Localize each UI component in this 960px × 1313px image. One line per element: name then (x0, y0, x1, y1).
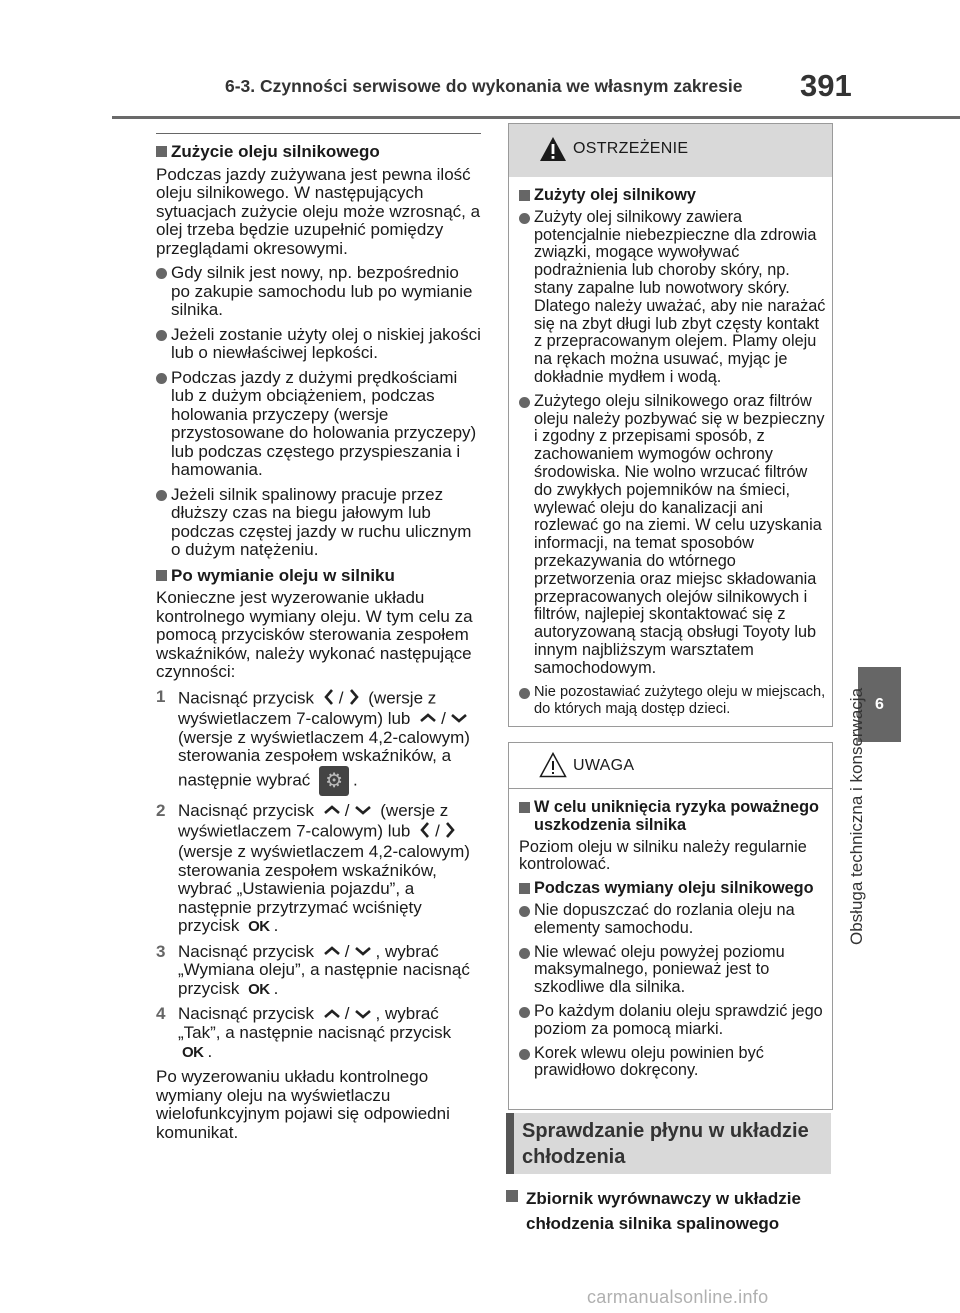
section-title: Sprawdzanie płynu w układzie chłodzenia (522, 1120, 809, 1168)
caution-triangle-icon (539, 752, 567, 783)
square-bullet-icon (156, 146, 167, 157)
list-item: Jeżeli silnik spalinowy pracuje przez dłuższy czas na biegu jałowym lub podczas częstej jazdy w ruchu ulicznym o dużym natężeniu. (156, 486, 481, 560)
circle-bullet-icon (156, 268, 167, 279)
warning-header (509, 124, 832, 177)
gear-icon: ⚙ (319, 766, 349, 796)
circle-bullet-icon (519, 1007, 530, 1018)
circle-bullet-icon (519, 397, 530, 408)
header-rule (112, 116, 960, 119)
chevron-down-icon (450, 710, 468, 729)
chevron-up-icon (323, 802, 341, 821)
circle-bullet-icon (519, 688, 530, 699)
circle-bullet-icon (156, 490, 167, 501)
list-item: Nie wlewać oleju powyżej poziomu maksymalnego, ponieważ jest to szkodliwe dla silnika. (519, 944, 826, 997)
square-bullet-icon (519, 883, 530, 894)
list-item: Gdy silnik jest nowy, np. bezpośrednio po zakupie samochodu lub po wymianie silnika. (156, 264, 481, 320)
after-change-outro: Po wyzerowaniu układu kontrolnego wymiany oleju na wyświetlaczu wielofunkcyjnym pojawi się odpowiedni komunikat. (156, 1067, 450, 1142)
left-column (156, 133, 481, 1148)
caution-body (509, 789, 832, 1080)
list-item: Korek wlewu oleju powinien być prawidłowo dokręcony. (519, 1045, 826, 1081)
square-bullet-icon (156, 570, 167, 581)
list-item: Nie pozostawiać zużytego oleju w miejscach, do których mają dostęp dzieci. (519, 684, 826, 720)
caution-header (509, 743, 832, 789)
step-3: 3 Nacisnąć przycisk / , wybrać „Wymiana oleju”, a następnie nacisnąć przycisk OK . (156, 941, 470, 998)
chevron-down-icon (354, 802, 372, 821)
step-4: 4 Nacisnąć przycisk / , wybrać „Tak”, a następnie nacisnąć przycisk OK . (156, 1004, 452, 1061)
subheading-coolant-reservoir: Zbiornik wyrównawczy w układzie chłodzenia silnika spalinowego (506, 1186, 836, 1236)
warning-body (509, 177, 832, 719)
list-item: Podczas jazdy z dużymi prędkościami lub z dużym obciążeniem, podczas holowania przyczepy (wersje przystosowane do holowania przyczepy) lub podczas częstego przyspieszania i hamowania. (156, 369, 481, 480)
step-1: 1 Nacisnąć przycisk / (wersje z wyświetlaczem 7-calowym) lub / (wersje z wyświetlaczem 4,2-calowym) sterowania zespołem wskaźników, a następnie wybrać ⚙ . (156, 688, 481, 796)
list-item: Jeżeli zostanie użyty olej o niskiej jakości lub o niewłaściwej lepkości. (156, 326, 481, 363)
caution-paragraph: Poziom oleju w silniku należy regularnie kontrolować. (519, 837, 807, 874)
step-2: 2 Nacisnąć przycisk / (wersje z wyświetlaczem 7-calowym) lub / (wersje z wyświetlaczem 4,2-calowym) sterowania zespołem wskaźników, wybrać „Ustawienia pojazdu”, a następnie przytrzymać wciśnięty przycisk OK . (156, 800, 470, 936)
chevron-up-icon (419, 710, 437, 729)
list-item: Nie dopuszczać do rozlania oleju na elementy samochodu. (519, 902, 826, 938)
watermark: carmanualsonline.info (587, 1287, 769, 1307)
warning-triangle-icon (539, 136, 567, 167)
list-item: Po każdym dolaniu oleju sprawdzić jego poziom za pomocą miarki. (519, 1003, 826, 1039)
step-number: 2 (156, 800, 166, 820)
chevron-left-icon (323, 688, 335, 711)
chevron-up-icon (323, 1006, 341, 1025)
chapter-tab[interactable]: 6 (858, 667, 901, 742)
square-bullet-icon (519, 190, 530, 201)
warning-subheading: Zużyty olej silnikowy (519, 187, 826, 205)
square-bullet-icon (519, 802, 530, 813)
step-number: 4 (156, 1004, 166, 1024)
section-title-block (506, 1113, 831, 1174)
ok-button-icon: OK (248, 918, 270, 936)
caution-title: UWAGA (573, 757, 635, 774)
section-title-bar (506, 1113, 514, 1174)
subheading-oil-consumption: Zużycie oleju silnikowego (156, 143, 481, 162)
chevron-down-icon (354, 1006, 372, 1025)
caution-box (508, 742, 833, 1110)
ok-button-icon: OK (248, 980, 270, 998)
step-number: 3 (156, 941, 166, 961)
caution-subheading: Podczas wymiany oleju silnikowego (519, 880, 826, 898)
chapter-tab-title: Obsługa techniczna i konserwacja (847, 687, 866, 945)
warning-box (508, 123, 833, 727)
chevron-right-icon (444, 821, 456, 844)
chevron-down-icon (354, 943, 372, 962)
caution-subheading: W celu uniknięcia ryzyka poważnego uszkodzenia silnika (519, 799, 826, 835)
chevron-left-icon (419, 821, 431, 844)
running-header-title: 6-3. Czynności serwisowe do wykonania we własnym zakresie (225, 76, 743, 96)
square-bullet-icon (506, 1190, 518, 1202)
warning-title: OSTRZEŻENIE (573, 140, 689, 157)
chevron-up-icon (323, 943, 341, 962)
circle-bullet-icon (519, 213, 530, 224)
page-number: 391 (800, 68, 852, 103)
step-number: 1 (156, 686, 166, 706)
circle-bullet-icon (156, 330, 167, 341)
circle-bullet-icon (156, 373, 167, 384)
list-item: Zużytego oleju silnikowego oraz filtrów oleju należy pozbywać się w bezpieczny i zgodny z przepisami sposób, z zachowaniem wymogów ochrony środowiska. Nie wolno wrzucać filtrów do zwykłych pojemników na śmieci, wylewać oleju do kanalizacji ani rozlewać go na ziemi. W celu uzyskania informacji, na temat sposobów przekazywania do wtórnego przetworzenia oraz miejsc składowania przepracowanych olejów silnikowych i filtrów, najlepiej skontaktować się z autoryzowaną stacją obsługi Toyoty lub innym najbliższym warsztatem samochodowym. (519, 393, 826, 678)
ok-button-icon: OK (182, 1043, 204, 1061)
circle-bullet-icon (519, 1049, 530, 1060)
circle-bullet-icon (519, 906, 530, 917)
after-change-intro: Konieczne jest wyzerowanie układu kontrolnego wymiany oleju. W tym celu za pomocą przycisków sterowania zespołem wskaźników, należy wykonać następujące czynności: (156, 588, 473, 681)
list-item: Zużyty olej silnikowy zawiera potencjalnie niebezpieczne dla zdrowia związki, mogące wywoływać podrażnienia lub choroby skóry, np. stany zapalne lub nowotwory skóry. Dlatego należy uważać, aby nie narażać się na zbyt długi lub zbyt częsty kontakt z przepracowanym olejem. Plamy oleju na rękach można usuwać, myjąc je dokładnie mydłem i wodą. (519, 209, 826, 387)
chevron-right-icon (348, 688, 360, 711)
subheading-after-oil-change: Po wymianie oleju w silniku (156, 567, 481, 586)
circle-bullet-icon (519, 948, 530, 959)
oil-consumption-intro: Podczas jazdy zużywana jest pewna ilość oleju silnikowego. W następujących sytuacjach zużycie oleju może wzrosnąć, a olej trzeba będzie uzupełnić pomiędzy przeglądami okresowymi. (156, 164, 481, 258)
